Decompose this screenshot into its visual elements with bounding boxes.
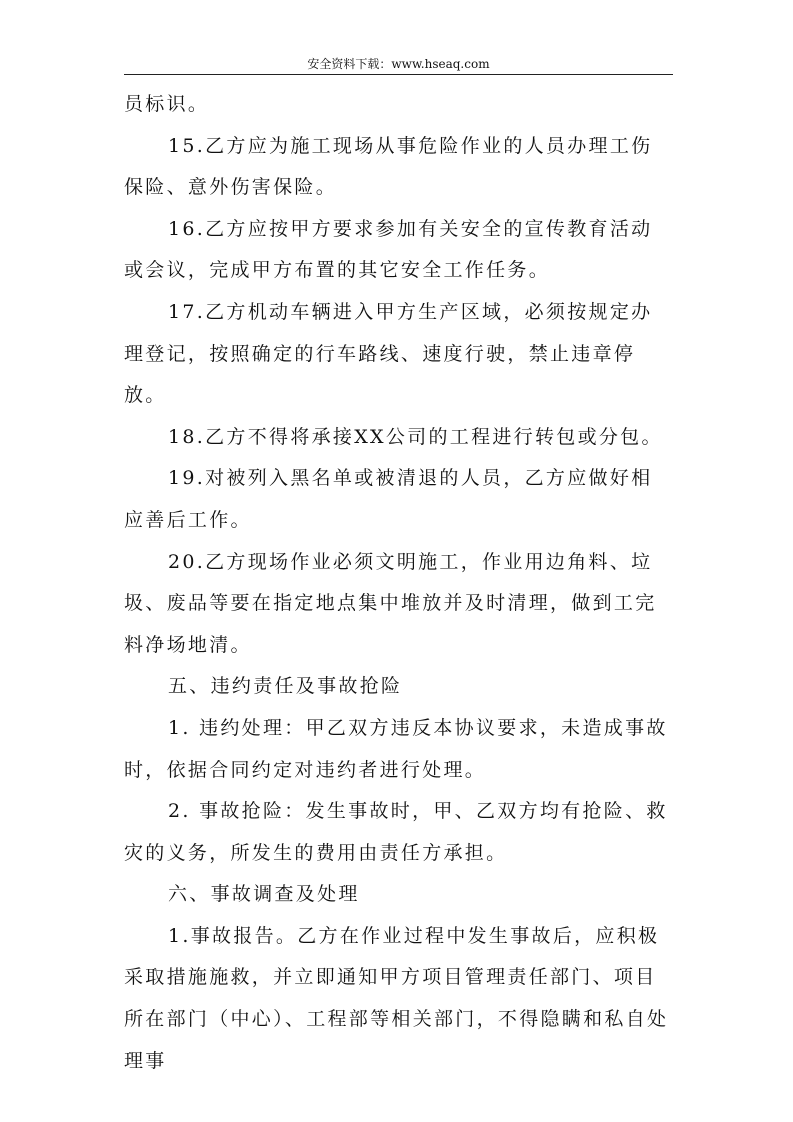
paragraph-continuation: 员标识。 (124, 93, 210, 115)
paragraph-item-19: 19.对被列入黑名单或被清退的人员，乙方应做好相应善后工作。 (124, 467, 653, 531)
document-body (124, 84, 673, 1082)
paragraph-item-16: 16.乙方应按甲方要求参加有关安全的宣传教育活动或会议，完成甲方布置的其它安全工作任务。 (124, 217, 653, 282)
page-header (124, 57, 673, 75)
paragraph-item-20: 20.乙方现场作业必须文明施工，作业用边角料、垃圾、废品等要在指定地点集中堆放并及时清理，做到工完料净场地清。 (124, 550, 657, 656)
paragraph-item-15: 15.乙方应为施工现场从事危险作业的人员办理工伤保险、意外伤害保险。 (124, 134, 653, 199)
paragraph-item-18: 18.乙方不得将承接XX公司的工程进行转包或分包。 (168, 425, 663, 448)
section-heading-5: 五、违约责任及事故抢险 (168, 675, 403, 698)
paragraph-emergency-rescue: 2. 事故抢险：发生事故时，甲、乙双方均有抢险、救灾的义务，所发生的费用由责任方承担。 (124, 800, 668, 864)
paragraph-accident-report: 1.事故报告。乙方在作业过程中发生事故后，应积极采取措施施救，并立即通知甲方项目管理责任部门、项目所在部门（中心）、工程部等相关部门，不得隐瞒和私自处理事 (124, 924, 669, 1072)
section-heading-6: 六、事故调查及处理 (168, 883, 360, 906)
paragraph-breach-handling: 1. 违约处理：甲乙双方违反本协议要求，未造成事故时，依据合同约定对违约者进行处理。 (124, 716, 668, 781)
paragraph-item-17: 17.乙方机动车辆进入甲方生产区域，必须按规定办理登记，按照确定的行车路线、速度行驶，禁止违章停放。 (124, 300, 653, 407)
header-text: 安全资料下载：www.hseaq.com (307, 57, 490, 71)
